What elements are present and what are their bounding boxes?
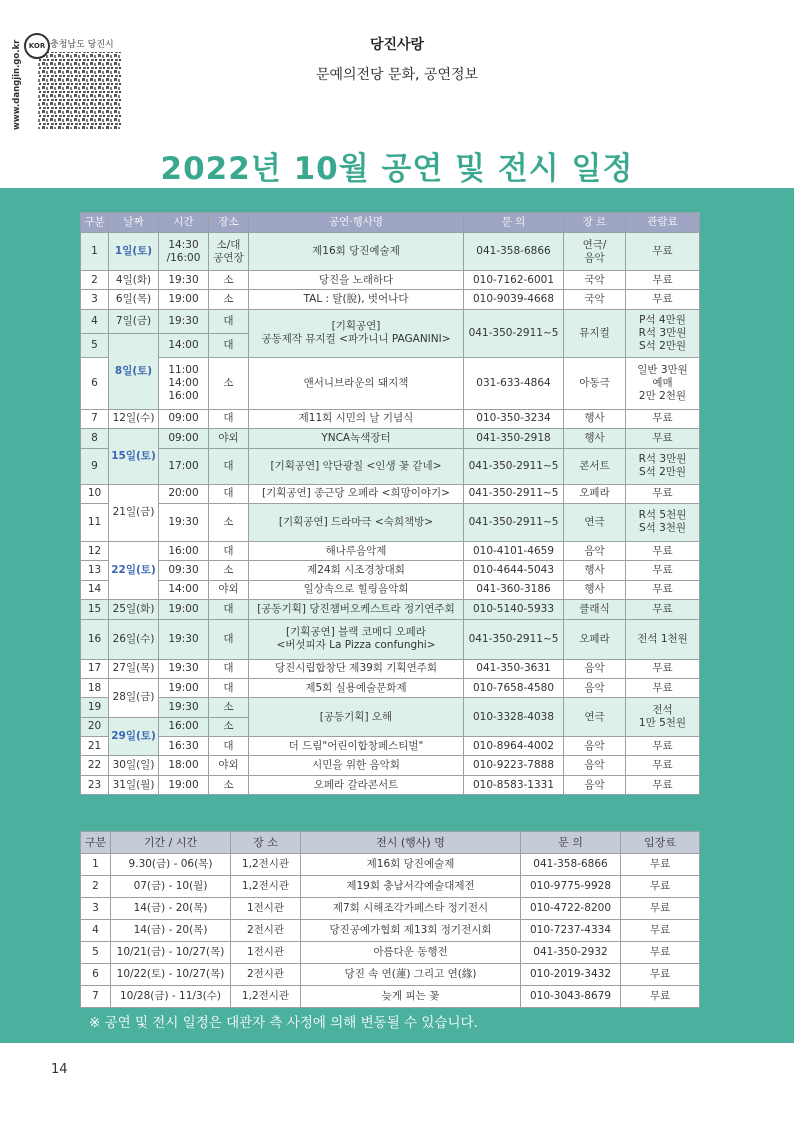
table-row [81,898,700,920]
cell-no: 8 [81,429,109,448]
cell-name: [기획공연] 종근당 오페라 <희망이야기> [249,484,464,503]
cell-time: 16:30 [159,737,209,756]
header-contact: 문 의 [464,213,564,233]
cell-no: 6 [81,357,109,409]
cell-venue: 대 [209,678,249,697]
cell-contact: 031-633-4864 [464,357,564,409]
cell-name: 제5회 실용예술문화제 [249,678,464,697]
cell-fee: 무료 [626,580,700,599]
table-row [81,986,700,1008]
cell-fee: 전석 1만 5천원 [626,698,700,737]
cell-date: 27일(목) [109,659,159,678]
cell-date: 30일(일) [109,756,159,775]
cell-fee: 무료 [621,942,700,964]
cell-fee: P석 4만원 R석 3만원 S석 2만원 [626,309,700,357]
cell-fee: 무료 [626,429,700,448]
cell-contact: 041-350-2932 [521,942,621,964]
cell-time: 20:00 [159,484,209,503]
cell-fee: 무료 [621,964,700,986]
cell-fee: 무료 [626,561,700,580]
cell-name: [기획공연] 공동제작 뮤지컬 <파가니니 PAGANINI> [249,309,464,357]
cell-fee: 무료 [626,484,700,503]
performance-table [80,212,700,795]
cell-time: 19:30 [159,271,209,290]
header-no: 구분 [81,213,109,233]
header-venue: 장소 [209,213,249,233]
table-row [81,290,700,309]
cell-contact: 041-360-3186 [464,580,564,599]
table-row [81,854,700,876]
cell-fee: 무료 [626,756,700,775]
cell-no: 5 [81,942,111,964]
cell-genre: 행사 [564,580,626,599]
cell-name: 시민을 위한 음악회 [249,756,464,775]
cell-name: 앤서니브라운의 돼지책 [249,357,464,409]
cell-date: 31일(월) [109,775,159,794]
cell-genre: 행사 [564,429,626,448]
cell-venue: 대 [209,448,249,484]
cell-contact: 010-4644-5043 [464,561,564,580]
cell-contact: 010-9223-7888 [464,756,564,775]
logo-url: www.dangjin.go.kr [12,39,22,130]
page-title: 2022년 10월 공연 및 전시 일정 [160,151,634,187]
cell-no: 2 [81,271,109,290]
cell-venue: 소/대 공연장 [209,233,249,271]
cell-no: 15 [81,600,109,619]
cell-fee: 무료 [621,898,700,920]
cell-venue: 대 [209,409,249,428]
cell-time: 19:30 [159,619,209,659]
cell-no: 11 [81,503,109,541]
cell-contact: 010-7237-4334 [521,920,621,942]
cell-venue: 1전시관 [231,898,301,920]
table-row [81,448,700,484]
header-name: 전시 (행사) 명 [301,832,521,854]
table-row [81,357,700,409]
cell-time: 09:30 [159,561,209,580]
table-row [81,942,700,964]
cell-venue: 대 [209,333,249,357]
cell-genre: 연극 [564,698,626,737]
cell-fee: 무료 [626,233,700,271]
cell-time: 16:00 [159,541,209,560]
cell-name: 제11회 시민의 날 기념식 [249,409,464,428]
cell-genre: 음악 [564,775,626,794]
header-time: 시간 [159,213,209,233]
cell-time: 17:00 [159,448,209,484]
cell-name: 당진공예가협회 제13회 정기전시회 [301,920,521,942]
cell-time: 19:00 [159,600,209,619]
table-row [81,309,700,333]
cell-name: 아름다운 동행전 [301,942,521,964]
cell-fee: 전석 1천원 [626,619,700,659]
cell-fee: 무료 [621,876,700,898]
table-row [81,561,700,580]
cell-time: 19:30 [159,309,209,333]
cell-time: 19:30 [159,698,209,717]
cell-no: 1 [81,233,109,271]
cell-contact: 010-4722-8200 [521,898,621,920]
cell-contact: 041-350-2911~5 [464,448,564,484]
cell-genre: 행사 [564,409,626,428]
cell-contact: 041-350-2911~5 [464,309,564,357]
cell-time: 14:30 /16:00 [159,233,209,271]
cell-name: [기획공연] 악단광칠 <인생 꽃 같네> [249,448,464,484]
table-row [81,429,700,448]
cell-name: 제19회 충남서각예술대제전 [301,876,521,898]
cell-contact: 010-8583-1331 [464,775,564,794]
header-date: 날짜 [109,213,159,233]
cell-fee: 무료 [626,290,700,309]
cell-no: 5 [81,333,109,357]
cell-venue: 대 [209,659,249,678]
cell-name: 늦게 피는 꽃 [301,986,521,1008]
cell-no: 7 [81,986,111,1008]
header-venue: 장 소 [231,832,301,854]
cell-contact: 010-350-3234 [464,409,564,428]
header-contact: 문 의 [521,832,621,854]
cell-venue: 소 [209,271,249,290]
cell-period: 14(금) - 20(목) [111,898,231,920]
cell-no: 20 [81,717,109,736]
cell-venue: 1,2전시관 [231,876,301,898]
table-row [81,698,700,717]
cell-date: 1일(토) [109,233,159,271]
cell-contact: 010-8964-4002 [464,737,564,756]
cell-genre: 연극 [564,503,626,541]
header-fee: 관람료 [626,213,700,233]
cell-fee: 무료 [621,986,700,1008]
table-row [81,600,700,619]
cell-time: 14:00 [159,580,209,599]
cell-venue: 2전시관 [231,920,301,942]
cell-name: 오페라 갈라콘서트 [249,775,464,794]
cell-contact: 041-350-3631 [464,659,564,678]
cell-contact: 010-7658-4580 [464,678,564,697]
table-row [81,271,700,290]
cell-date: 4일(화) [109,271,159,290]
cell-fee: 무료 [626,271,700,290]
cell-date: 6일(목) [109,290,159,309]
cell-time: 16:00 [159,717,209,736]
cell-venue: 1전시관 [231,942,301,964]
cell-contact: 041-350-2911~5 [464,503,564,541]
cell-genre: 행사 [564,561,626,580]
table-row [81,659,700,678]
schedule-note: ※ 공연 및 전시 일정은 대관자 측 사정에 의해 변동될 수 있습니다. [89,1015,478,1031]
cell-genre: 아동극 [564,357,626,409]
logo-city: 충청남도 당진시 [50,37,114,50]
cell-fee: R석 3만원 S석 2만원 [626,448,700,484]
cell-contact: 041-350-2911~5 [464,484,564,503]
cell-venue: 야외 [209,756,249,775]
cell-date: 8일(토) [109,333,159,409]
cell-time: 11:00 14:00 16:00 [159,357,209,409]
cell-genre: 음악 [564,737,626,756]
cell-time: 09:00 [159,409,209,428]
cell-fee: 무료 [626,600,700,619]
table-row [81,737,700,756]
cell-venue: 야외 [209,580,249,599]
table-row [81,541,700,560]
cell-contact: 010-4101-4659 [464,541,564,560]
cell-date: 26일(수) [109,619,159,659]
table-row [81,920,700,942]
cell-fee: 무료 [626,659,700,678]
header-genre: 장 르 [564,213,626,233]
cell-period: 14(금) - 20(목) [111,920,231,942]
cell-no: 13 [81,561,109,580]
cell-contact: 010-9775-9928 [521,876,621,898]
cell-no: 12 [81,541,109,560]
cell-time: 19:00 [159,678,209,697]
cell-time: 14:00 [159,333,209,357]
cell-contact: 041-358-6866 [521,854,621,876]
cell-genre: 음악 [564,678,626,697]
cell-genre: 음악 [564,659,626,678]
cell-venue: 소 [209,698,249,717]
cell-fee: 무료 [626,678,700,697]
cell-time: 18:00 [159,756,209,775]
table-row [81,503,700,541]
table-row [81,619,700,659]
cell-name: 제16회 당진예술제 [301,854,521,876]
cell-no: 22 [81,756,109,775]
table-row [81,409,700,428]
cell-contact: 010-3043-8679 [521,986,621,1008]
cell-no: 21 [81,737,109,756]
table-row [81,484,700,503]
cell-name: 제7회 시해조각가페스타 정기전시 [301,898,521,920]
cell-genre: 클래식 [564,600,626,619]
cell-date: 7일(금) [109,309,159,333]
cell-venue: 대 [209,600,249,619]
cell-fee: 무료 [626,737,700,756]
cell-fee: 무료 [621,920,700,942]
cell-time: 09:00 [159,429,209,448]
cell-name: [기획공연] 블랙 코메디 오페라 <버섯피자 La Pizza confunghi> [249,619,464,659]
cell-contact: 041-350-2911~5 [464,619,564,659]
cell-time: 19:00 [159,290,209,309]
header-fee: 입장료 [621,832,700,854]
cell-genre: 연극/ 음악 [564,233,626,271]
cell-name: 일상속으로 힐링음악회 [249,580,464,599]
cell-venue: 2전시관 [231,964,301,986]
cell-no: 4 [81,309,109,333]
cell-genre: 국악 [564,271,626,290]
cell-name: [기획공연] 드라마극 <숙희책방> [249,503,464,541]
cell-period: 10/22(토) - 10/27(목) [111,964,231,986]
cell-genre: 국악 [564,290,626,309]
cell-name: [공동기획] 오해 [249,698,464,737]
table-row [81,233,700,271]
cell-venue: 소 [209,503,249,541]
cell-name: TAL : 탈(脫), 벗어나다 [249,290,464,309]
cell-no: 3 [81,290,109,309]
cell-date: 29일(토) [109,717,159,756]
cell-contact: 010-5140-5933 [464,600,564,619]
cell-name: 당진 속 연(蓮) 그리고 연(緣) [301,964,521,986]
cell-name: [공동기획] 당진챔버오케스트라 정기연주회 [249,600,464,619]
cell-period: 9.30(금) - 06(목) [111,854,231,876]
table-row [81,876,700,898]
cell-no: 6 [81,964,111,986]
cell-name: 제24회 시조경창대회 [249,561,464,580]
logo-kor-text: KOR [28,42,46,50]
exhibition-header-row [81,832,700,854]
cell-no: 17 [81,659,109,678]
cell-fee: 무료 [621,854,700,876]
cell-no: 10 [81,484,109,503]
cell-fee: 무료 [626,409,700,428]
cell-no: 2 [81,876,111,898]
cell-no: 14 [81,580,109,599]
cell-venue: 대 [209,619,249,659]
cell-venue: 대 [209,541,249,560]
cell-time: 19:30 [159,659,209,678]
cell-no: 19 [81,698,109,717]
cell-genre: 음악 [564,541,626,560]
cell-venue: 1,2전시관 [231,986,301,1008]
cell-contact: 041-358-6866 [464,233,564,271]
cell-period: 10/21(금) - 10/27(목) [111,942,231,964]
cell-no: 3 [81,898,111,920]
cell-genre: 음악 [564,756,626,775]
cell-fee: 무료 [626,541,700,560]
table-row [81,756,700,775]
cell-venue: 1,2전시관 [231,854,301,876]
cell-no: 7 [81,409,109,428]
cell-fee: 무료 [626,775,700,794]
cell-date: 15일(토) [109,429,159,484]
cell-date: 28일(금) [109,678,159,717]
cell-date: 21일(금) [109,484,159,541]
cell-venue: 소 [209,357,249,409]
cell-no: 23 [81,775,109,794]
cell-time: 19:00 [159,775,209,794]
cell-contact: 041-350-2918 [464,429,564,448]
cell-contact: 010-2019-3432 [521,964,621,986]
cell-name: YNCA녹색장터 [249,429,464,448]
cell-contact: 010-3328-4038 [464,698,564,737]
cell-venue: 대 [209,484,249,503]
cell-date: 25일(화) [109,600,159,619]
cell-name: 더 드림"어린이합창페스티벌" [249,737,464,756]
cell-no: 16 [81,619,109,659]
cell-no: 1 [81,854,111,876]
performance-header-row [81,213,700,233]
cell-time: 19:30 [159,503,209,541]
header-no: 구분 [81,832,111,854]
table-row [81,580,700,599]
cell-venue: 소 [209,561,249,580]
exhibition-table [80,831,700,1008]
cell-date: 12일(수) [109,409,159,428]
cell-period: 10/28(금) - 11/3(수) [111,986,231,1008]
cell-no: 4 [81,920,111,942]
cell-venue: 야외 [209,429,249,448]
cell-contact: 010-7162-6001 [464,271,564,290]
cell-name: 제16회 당진예술제 [249,233,464,271]
cell-venue: 소 [209,290,249,309]
cell-name: 당진을 노래하다 [249,271,464,290]
cell-venue: 대 [209,737,249,756]
table-row [81,775,700,794]
publication-title: 당진사랑 [369,37,425,53]
cell-fee: R석 5천원 S석 3천원 [626,503,700,541]
cell-date: 22일(토) [109,541,159,599]
table-row [81,964,700,986]
table-row [81,678,700,697]
cell-name: 당진시립합창단 제39회 기획연주회 [249,659,464,678]
header-period: 기간 / 시간 [111,832,231,854]
cell-genre: 오페라 [564,619,626,659]
cell-name: 해나루음악제 [249,541,464,560]
cell-period: 07(금) - 10(월) [111,876,231,898]
cell-contact: 010-9039-4668 [464,290,564,309]
cell-venue: 소 [209,717,249,736]
cell-no: 9 [81,448,109,484]
cell-fee: 일반 3만원 예매 2만 2천원 [626,357,700,409]
page-number: 14 [51,1062,68,1077]
logo-kor-mark [24,33,50,59]
cell-venue: 소 [209,775,249,794]
header-name: 공연·행사명 [249,213,464,233]
cell-no: 18 [81,678,109,697]
cell-genre: 뮤지컬 [564,309,626,357]
section-title: 문예의전당 문화, 공연정보 [315,67,479,83]
cell-genre: 콘서트 [564,448,626,484]
cell-venue: 대 [209,309,249,333]
cell-genre: 오페라 [564,484,626,503]
